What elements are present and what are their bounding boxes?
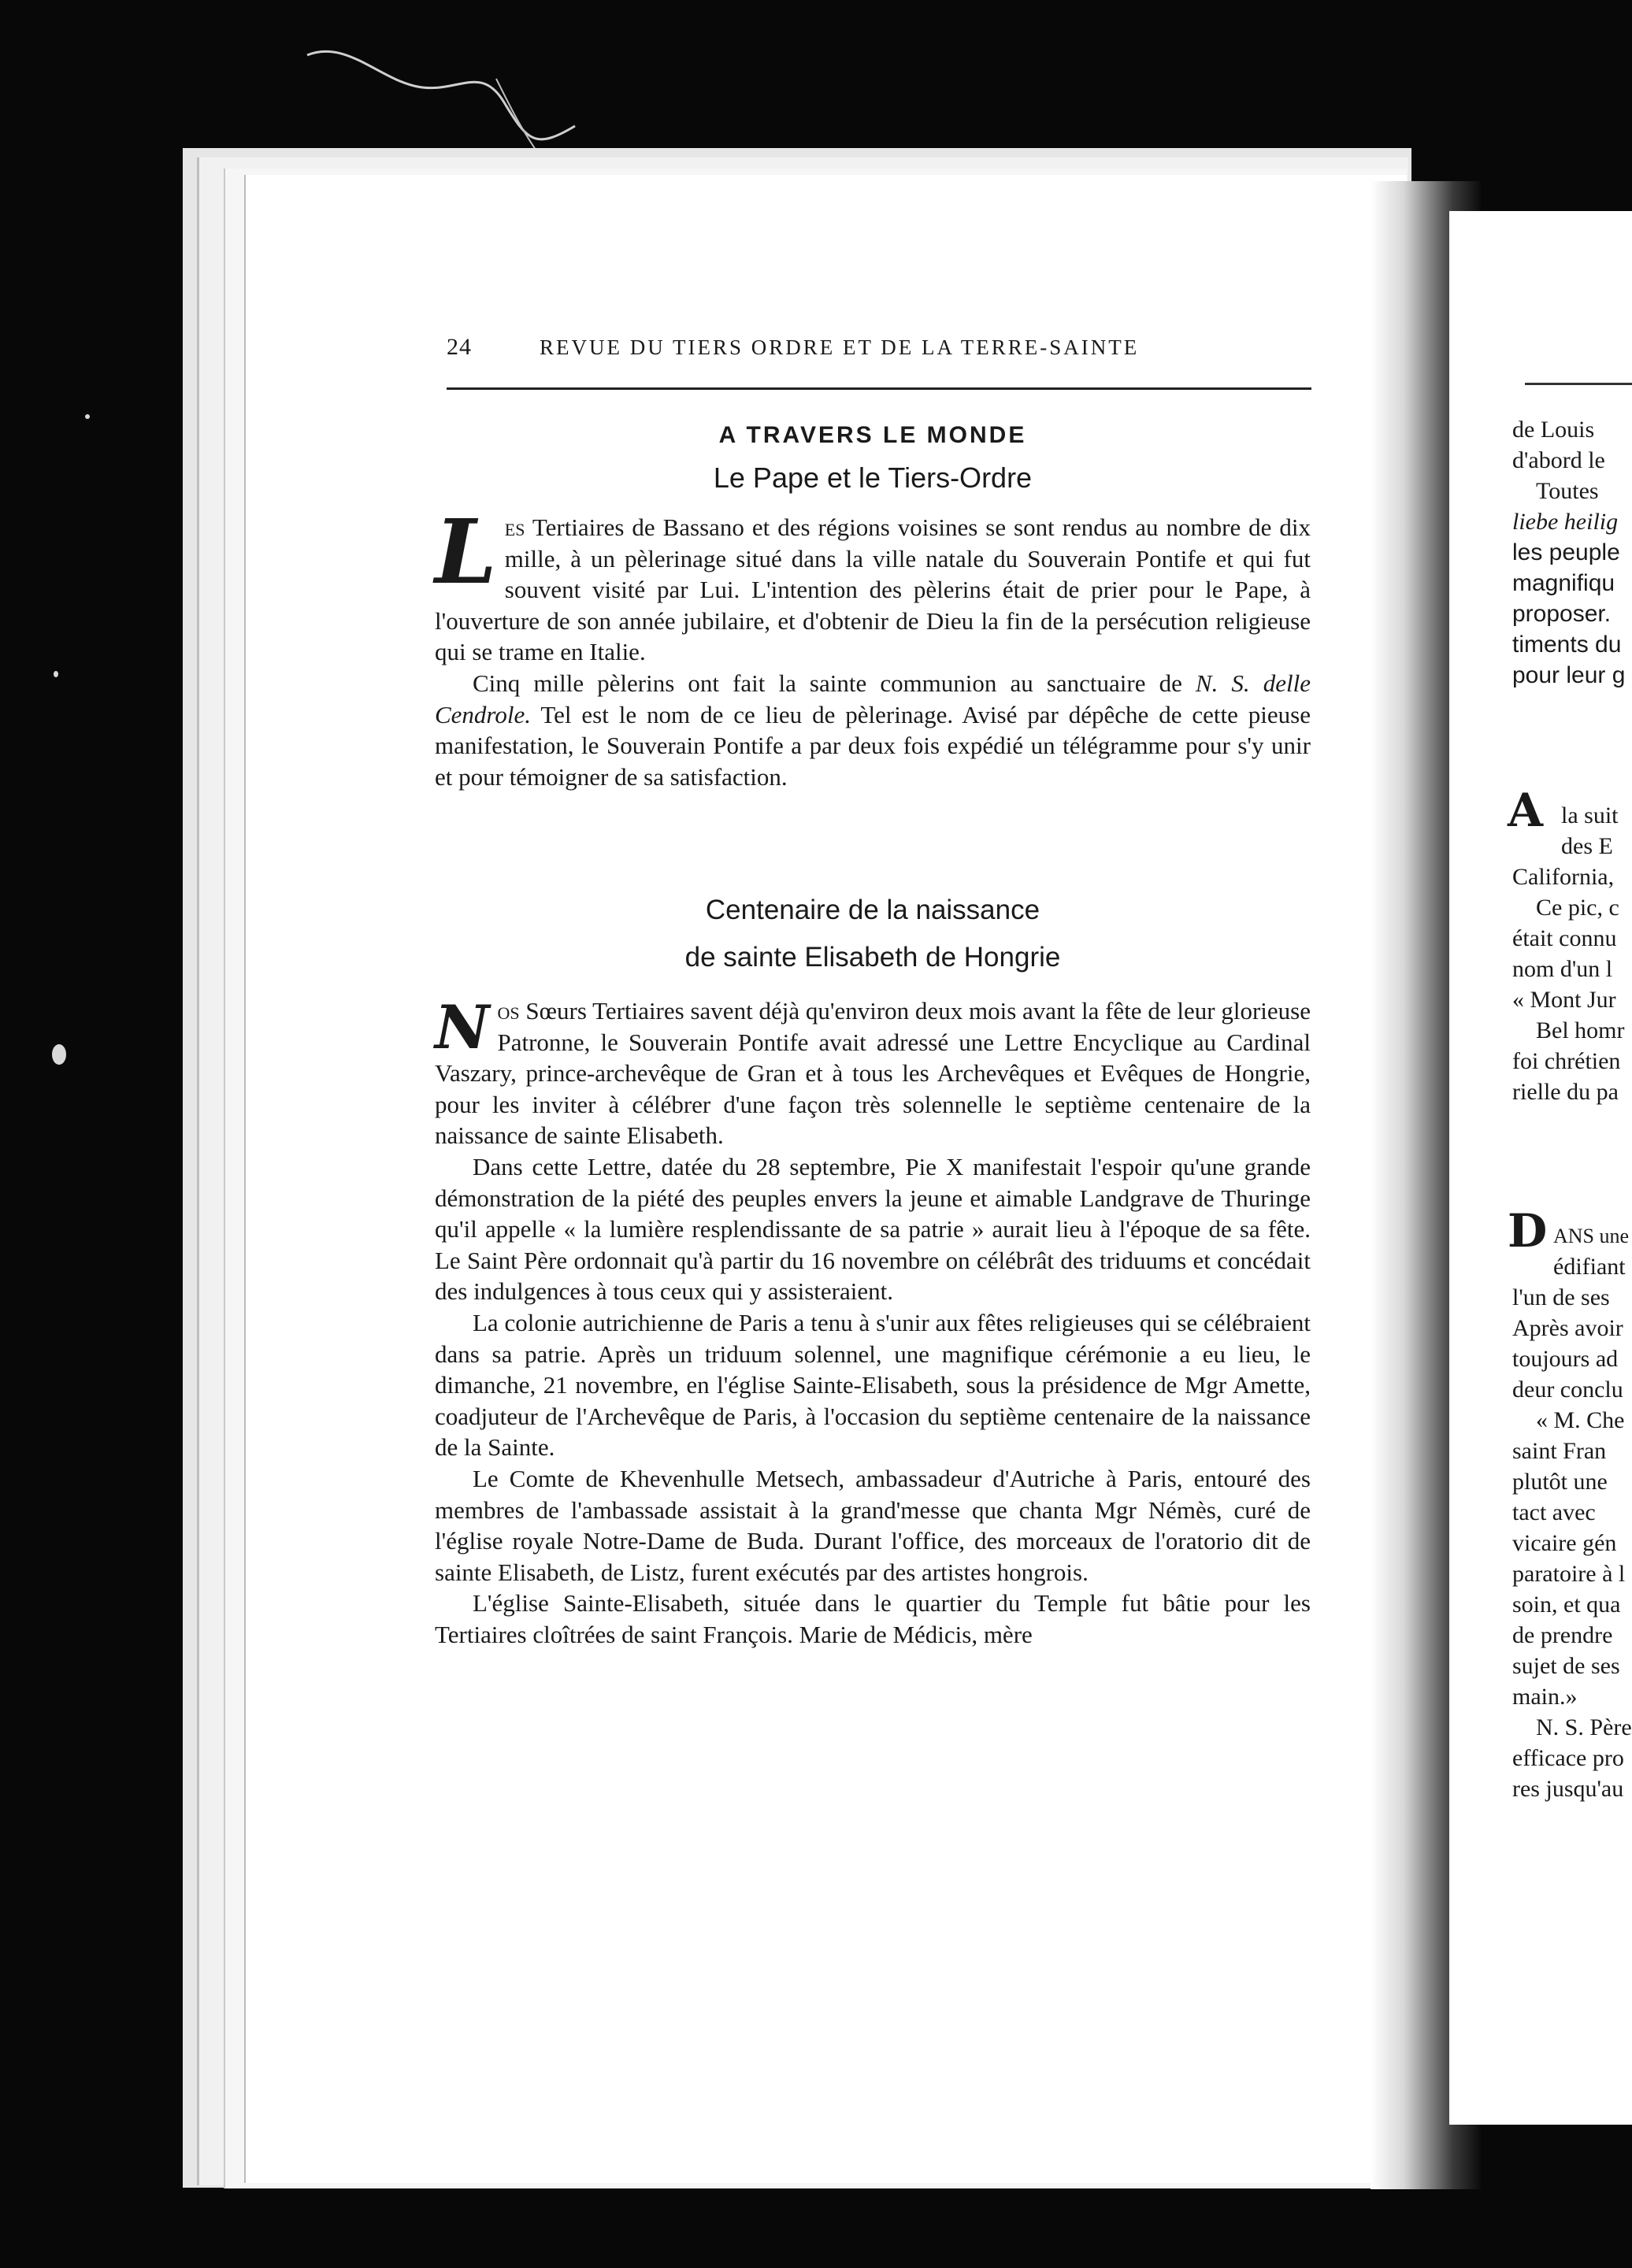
facing-line: nom d'un l: [1512, 956, 1613, 982]
facing-line: rielle du pa: [1512, 1079, 1619, 1105]
facing-line: California,: [1512, 864, 1615, 890]
facing-line: ANS une: [1553, 1225, 1630, 1247]
running-head-title: REVUE DU TIERS ORDRE ET DE LA TERRE-SAINTE: [540, 335, 1140, 359]
paragraph-text: Cinq mille pèlerins ont fait la sainte communion au sanctuaire de: [473, 669, 1182, 697]
facing-line: de prendre: [1512, 1622, 1613, 1648]
facing-line: sujet de ses: [1512, 1653, 1620, 1679]
lead-word: es: [504, 513, 525, 541]
paragraph-text: Tel est le nom de ce lieu de pèlerinage. Avisé par dépêche de cette pieuse manifestation, le Souverain Pontife a par deux fois expédié un télégramme pour s'y unir et pour témoigner de sa satisfaction.: [435, 700, 1311, 791]
page-number: 24: [447, 334, 472, 360]
facing-line: Après avoir: [1512, 1315, 1623, 1341]
facing-page-head-rule: [1525, 383, 1632, 385]
paragraph: Dans cette Lettre, datée du 28 septembre, Pie X manifestait l'espoir qu'une grande démonstration de la piété des peuples envers la jeune et aimable Landgrave de Thuringe qu'il appelle « la lumière resplendissante de sa patrie » aurait lieu à l'époque de sa fête. Le Saint Père ordonnait qu'à partir du 16 novembre on célébrât des triduums et concédait des indulgences à tous ceux qui y assisteraient.: [435, 1152, 1311, 1306]
facing-line: N. S. Père: [1536, 1714, 1632, 1740]
facing-line: proposer.: [1512, 601, 1612, 627]
stray-thread: [299, 32, 583, 158]
paragraph: L'église Sainte-Elisabeth, située dans le quartier du Temple fut bâtie pour les Tertiaires cloîtrées de saint François. Marie de Médicis, mère: [435, 1589, 1311, 1648]
paragraph: [435, 668, 1311, 792]
facing-page: [1449, 211, 1632, 2125]
facing-dropcap: D: [1508, 1204, 1548, 1258]
paragraph: Le Comte de Khevenhulle Metsech, ambassadeur d'Autriche à Paris, entouré des membres de l'ambassade assistait à la grand'messe que chanta Mgr Némès, curé de l'église royale Notre-Dame de Buda. Durant l'office, des morceaux de l'oratorio dit de sainte Elisabeth, de Listz, furent exécutés par des artistes hongrois.: [435, 1464, 1311, 1586]
facing-line: deur conclu: [1512, 1377, 1623, 1403]
paragraph-text: Sœurs Tertiaires savent déjà qu'environ deux mois avant la fête de leur glorieuse Patronne, le Souverain Pontife avait adressé une Lettre Encyclique au Cardinal Vaszary, prince-archevêque de Gran et à tous les Archevêques et Evêques de Hongrie, pour les inviter à célébrer d'une façon très solennelle le septième centenaire de la naissance de sainte Elisabeth.: [435, 997, 1311, 1150]
facing-line: plutôt une: [1512, 1469, 1608, 1495]
facing-line: foi chrétien: [1512, 1048, 1621, 1074]
facing-line: timents du: [1512, 632, 1622, 658]
facing-line: liebe heilig: [1512, 509, 1619, 535]
paragraph: [435, 501, 1311, 668]
paragraph: La colonie autrichienne de Paris a tenu à s'unir aux fêtes religieuses qui se célébraient dans sa patrie. Après un triduum solennel, une magnifique cérémonie a eu lieu, le dimanche, 21 novembre, en l'église Sainte-Elisabeth, sous la présidence de Mgr Amette, coadjuteur de l'Archevêque de Paris, à l'occasion du septième centenaire de la naissance de la Sainte.: [435, 1308, 1311, 1462]
facing-line: édifiant: [1553, 1254, 1626, 1280]
facing-line: était connu: [1512, 925, 1617, 951]
dropcap: L: [435, 501, 497, 604]
facing-block-2: [1508, 784, 1625, 1107]
dust-speck: [85, 414, 90, 419]
facing-line: toujours ad: [1512, 1346, 1619, 1372]
facing-line: les peuple: [1512, 539, 1620, 565]
facing-line: des E: [1561, 833, 1613, 859]
facing-line: vicaire gén: [1512, 1530, 1617, 1556]
facing-line: d'abord le: [1512, 447, 1605, 473]
facing-line: « M. Che: [1536, 1407, 1625, 1433]
facing-line: Bel homr: [1536, 1017, 1625, 1043]
facing-line: magnifiqu: [1512, 570, 1615, 596]
dust-speck: [52, 1044, 66, 1065]
facing-line: de Louis: [1512, 417, 1595, 443]
facing-line: soin, et qua: [1512, 1592, 1621, 1618]
facing-line: Ce pic, c: [1536, 895, 1619, 921]
lead-word: os: [497, 997, 520, 1025]
facing-line: l'un de ses: [1512, 1284, 1610, 1310]
article-title-line: Centenaire de la naissance: [705, 895, 1040, 925]
paragraph: [435, 992, 1311, 1151]
head-rule: [447, 387, 1311, 390]
facing-dropcap: A: [1508, 784, 1544, 837]
facing-line: pour leur g: [1512, 662, 1626, 688]
article-body: [435, 501, 1311, 792]
facing-block-3: [1508, 1204, 1632, 1804]
facing-line: res jusqu'au: [1512, 1776, 1624, 1802]
facing-line: la suit: [1561, 802, 1619, 828]
article-title-line: de sainte Elisabeth de Hongrie: [684, 942, 1061, 973]
article-body: [435, 992, 1311, 1650]
italic-place-name: N. S. delle Cendrole.: [435, 669, 1311, 728]
facing-line: paratoire à l: [1512, 1561, 1626, 1587]
facing-block-1: [1512, 414, 1625, 691]
facing-line: saint Fran: [1512, 1438, 1607, 1464]
facing-line: « Mont Jur: [1512, 987, 1616, 1013]
facing-line: efficace pro: [1512, 1745, 1624, 1771]
facing-line: tact avec: [1512, 1499, 1596, 1525]
article-title: Le Pape et le Tiers-Ordre: [713, 461, 1033, 494]
dust-speck: [54, 671, 58, 677]
facing-line: main.»: [1512, 1684, 1578, 1710]
facing-line: Toutes: [1536, 478, 1599, 504]
paragraph-text: Tertiaires de Bassano et des régions voisines se sont rendus au nombre de dix mille, à un pèlerinage situé dans la ville natale du Souverain Pontife et qui fut souvent visité par Lui. L'intention des pèlerins était de prier pour le Pape, à l'ouverture de son année jubilaire, et d'obtenir de Dieu la fin de la persécution religieuse qui se trame en Italie.: [435, 513, 1311, 666]
section-heading: A TRAVERS LE MONDE: [718, 422, 1027, 448]
dropcap: N: [435, 992, 490, 1062]
